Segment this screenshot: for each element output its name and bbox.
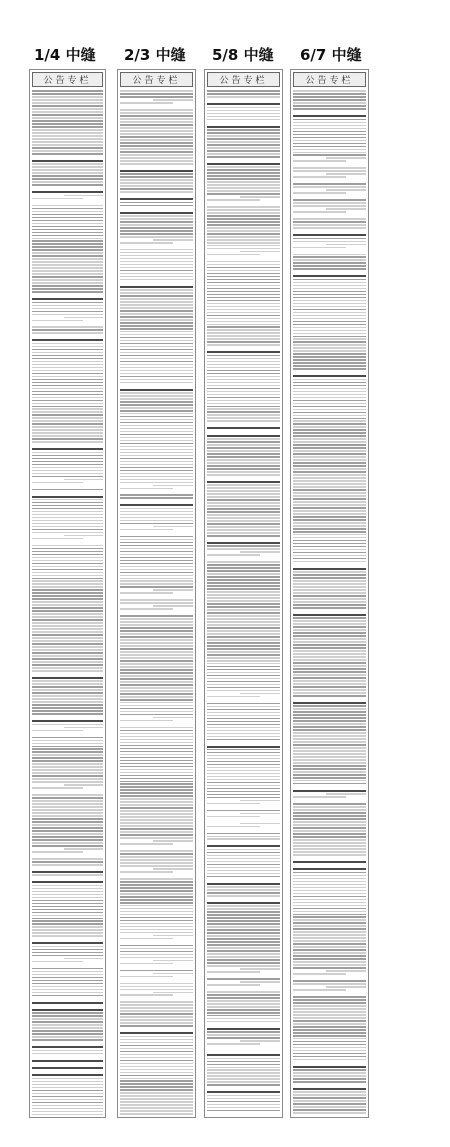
notice-text-block [120,89,193,1115]
notice-text-block [207,89,280,1115]
notice-text-block [293,89,366,1115]
notice-banner: 公告专栏 [120,72,193,87]
column-title: 2/3 中缝 [124,46,186,64]
notice-panel [29,69,106,1118]
notice-banner: 公告专栏 [293,72,366,87]
notice-panel [204,69,283,1118]
column-title: 5/8 中缝 [212,46,274,64]
notice-banner: 公告专栏 [207,72,280,87]
column-title: 1/4 中缝 [34,46,96,64]
notice-banner: 公告专栏 [32,72,103,87]
notice-panel [290,69,369,1118]
notice-text-block [32,89,103,1115]
notice-panel [117,69,196,1118]
column-title: 6/7 中缝 [300,46,362,64]
